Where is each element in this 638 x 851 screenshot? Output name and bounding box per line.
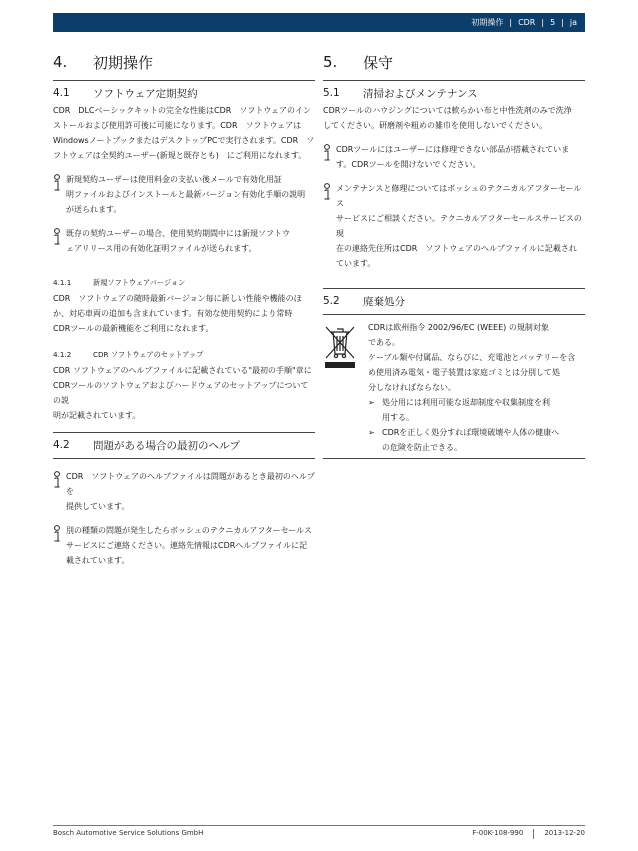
chapter-4-heading: 4. 初期操作 xyxy=(53,53,154,72)
header-page-number: 5 xyxy=(550,18,556,27)
footer-date: 2013-12-20 xyxy=(544,829,585,837)
section-4-1-1-heading: 4.1.1 新規ソフトウェアバージョン xyxy=(53,278,186,287)
crossed-bin-icon xyxy=(323,320,368,455)
section-4-1-2-heading: 4.1.2 CDR ソフトウェアのセットアップ xyxy=(53,350,204,359)
weee-notice xyxy=(323,320,585,455)
arrow-icon: ➢ xyxy=(368,398,375,407)
info-icon xyxy=(53,226,66,256)
info-icon xyxy=(53,523,66,568)
left-column xyxy=(53,52,315,568)
footer-doc-id: F-00K-108-990 xyxy=(472,829,524,837)
header-bar: 初期操作 | CDR | 5 | ja xyxy=(53,13,585,32)
right-column xyxy=(323,52,585,459)
info-icon xyxy=(323,181,336,271)
weee-bullet: ➢ CDRを正しく処分すれば環境破壊や人体の健康へ の危険を防止できる。 xyxy=(368,425,575,455)
note: 新規契約ユーザーは使用料金の支払い後メールで有効化用証 明ファイルおよびインストールと最新バージョン有効化手順の説明 が送られます。 xyxy=(53,172,315,217)
section-4-1-2-body: CDR ソフトウェアのヘルプファイルに記載されている"最初の手順"章に CDRツールのソフトウェアおよびハードウェアのセットアップについての説 明が記載されています。 xyxy=(53,366,312,420)
weee-line-2: ケーブル類や付属品、ならびに、充電池とバッテリーを含 め使用済み電気・電子装置は家庭ゴミとは分別して処 分しなければならない。 xyxy=(368,353,576,392)
note: 既存の契約ユーザーの場合、使用契約期間中には新規ソフトウ ェアリリース用の有効化証明ファイルが送られます。 xyxy=(53,226,315,256)
note: CDRツールにはユーザーには修理できない部品が搭載されていま す。CDRツールを開けないでください。 xyxy=(323,142,585,172)
info-icon xyxy=(323,142,336,172)
section-4-1-heading: 4.1 ソフトウェア定期契約 xyxy=(53,80,315,100)
weee-line-1: CDRは欧州指令 2002/96/EC (WEEE) の規制対象 である。 xyxy=(368,323,549,347)
section-4-1-1-body: CDR ソフトウェアの随時最新バージョン毎に新しい性能や機能のほ か、対応車両の追加も含まれています。有効な使用契約により常時 CDRツールの最新機能をご利用になれます。 xyxy=(53,294,302,333)
header-language: ja xyxy=(569,18,577,27)
info-icon xyxy=(53,172,66,217)
section-5-1-heading: 5.1 清掃およびメンテナンス xyxy=(323,80,585,100)
weee-bullet: ➢ 処分用には利用可能な返却制度や収集制度を利 用する。 xyxy=(368,395,575,425)
header-product: CDR xyxy=(518,18,536,27)
footer-meta xyxy=(472,829,585,839)
note: CDR ソフトウェアのヘルプファイルは問題があるとき最初のヘルプを 提供しています。 xyxy=(53,469,315,514)
info-icon xyxy=(53,469,66,514)
section-5-2-heading: 5.2 廃棄処分 xyxy=(323,288,585,308)
arrow-icon: ➢ xyxy=(368,428,375,437)
section-4-1-body: CDR DLCベーシックキットの完全な性能はCDR ソフトウェアのイン ストールおよび使用許可後に可能になります。CDR ソフトウェアは WindowsノートブックまたはデスクトップPCで実行されます。CDR ソ フトウェアは全契約ユーザー(新規と既存とも) にご利用になれます。 xyxy=(53,106,315,160)
chapter-5-heading: 5. 保守 xyxy=(323,53,394,72)
note: 別の種類の問題が発生したらボッシュのテクニカルアフターセールス サービスにご連絡ください。連絡先情報はCDRヘルプファイルに記 載されています。 xyxy=(53,523,315,568)
section-5-1-body: CDRツールのハウジングについては軟らかい布と中性洗剤のみで洗浄 してください。研磨剤や粗めの雑巾を使用しないでください。 xyxy=(323,106,572,130)
header-title: 初期操作 xyxy=(471,18,504,27)
footer-company: Bosch Automotive Service Solutions GmbH xyxy=(53,829,204,837)
section-4-2-heading: 4.2 問題がある場合の最初のヘルプ xyxy=(53,432,315,452)
note: メンテナンスと修理についてはボッシュのテクニカルアフターセールス サービスにご相談ください。テクニカルアフターセールスサービスの現 在の連絡先住所はCDR ソフトウェアのヘルプファイルに記載され ています。 xyxy=(323,181,585,271)
